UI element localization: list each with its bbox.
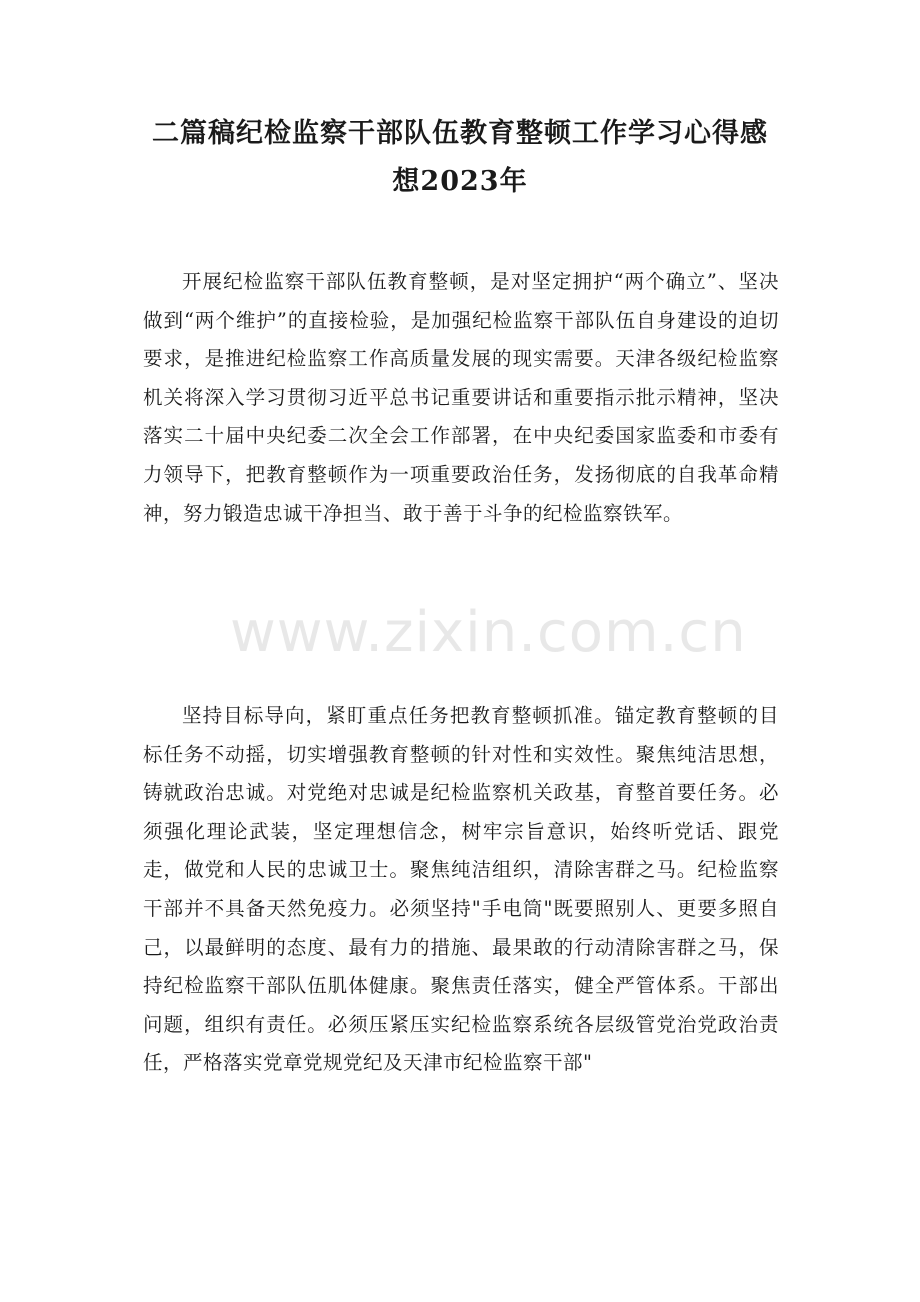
body-paragraph-2: 坚持目标导向，紧盯重点任务把教育整顿抓准。锚定教育整顿的目标任务不动摇，切实增强教育整顿的针对性和实效性。聚焦纯洁思想，铸就政治忠诚。对党绝对忠诚是纪检监察机关政基，育整首要任务。必须强化理论武装，坚定理想信念，树牢宗旨意识，始终听党话、跟党走，做党和人民的忠诚卫士。聚焦纯洁组织，清除害群之马。纪检监察干部并不具备天然免疫力。必须坚持"手电筒"既要照别人、更要多照自己，以最鲜明的态度、最有力的措施、最果敢的行动清除害群之马，保持纪检监察干部队伍肌体健康。聚焦责任落实，健全严管体系。干部出问题，组织有责任。必须压紧压实纪检监察系统各层级管党治党政治责任，严格落实党章党规党纪及天津市纪检监察干部" — [143, 704, 779, 1075]
document-title: 二篇稿纪检监察干部队伍教育整顿工作学习心得感想2023年 — [152, 118, 768, 197]
body-paragraph-1: 开展纪检监察干部队伍教育整顿，是对坚定拥护“两个确立”、坚决做到“两个维护”的直接检验，是加强纪检监察干部队伍自身建设的迫切要求，是推进纪检监察工作高质量发展的现实需要。天津各级纪检监察机关将深入学习贯彻习近平总书记重要讲话和重要指示批示精神，坚决落实二十届中央纪委二次全会工作部署，在中央纪委国家监委和市委有力领导下，把教育整顿作为一项重要政治任务，发扬彻底的自我革命精神，努力锻造忠诚干净担当、敢于善于斗争的纪检监察铁军。 — [143, 270, 779, 525]
watermark: www.zixin.com.cn — [230, 600, 747, 665]
